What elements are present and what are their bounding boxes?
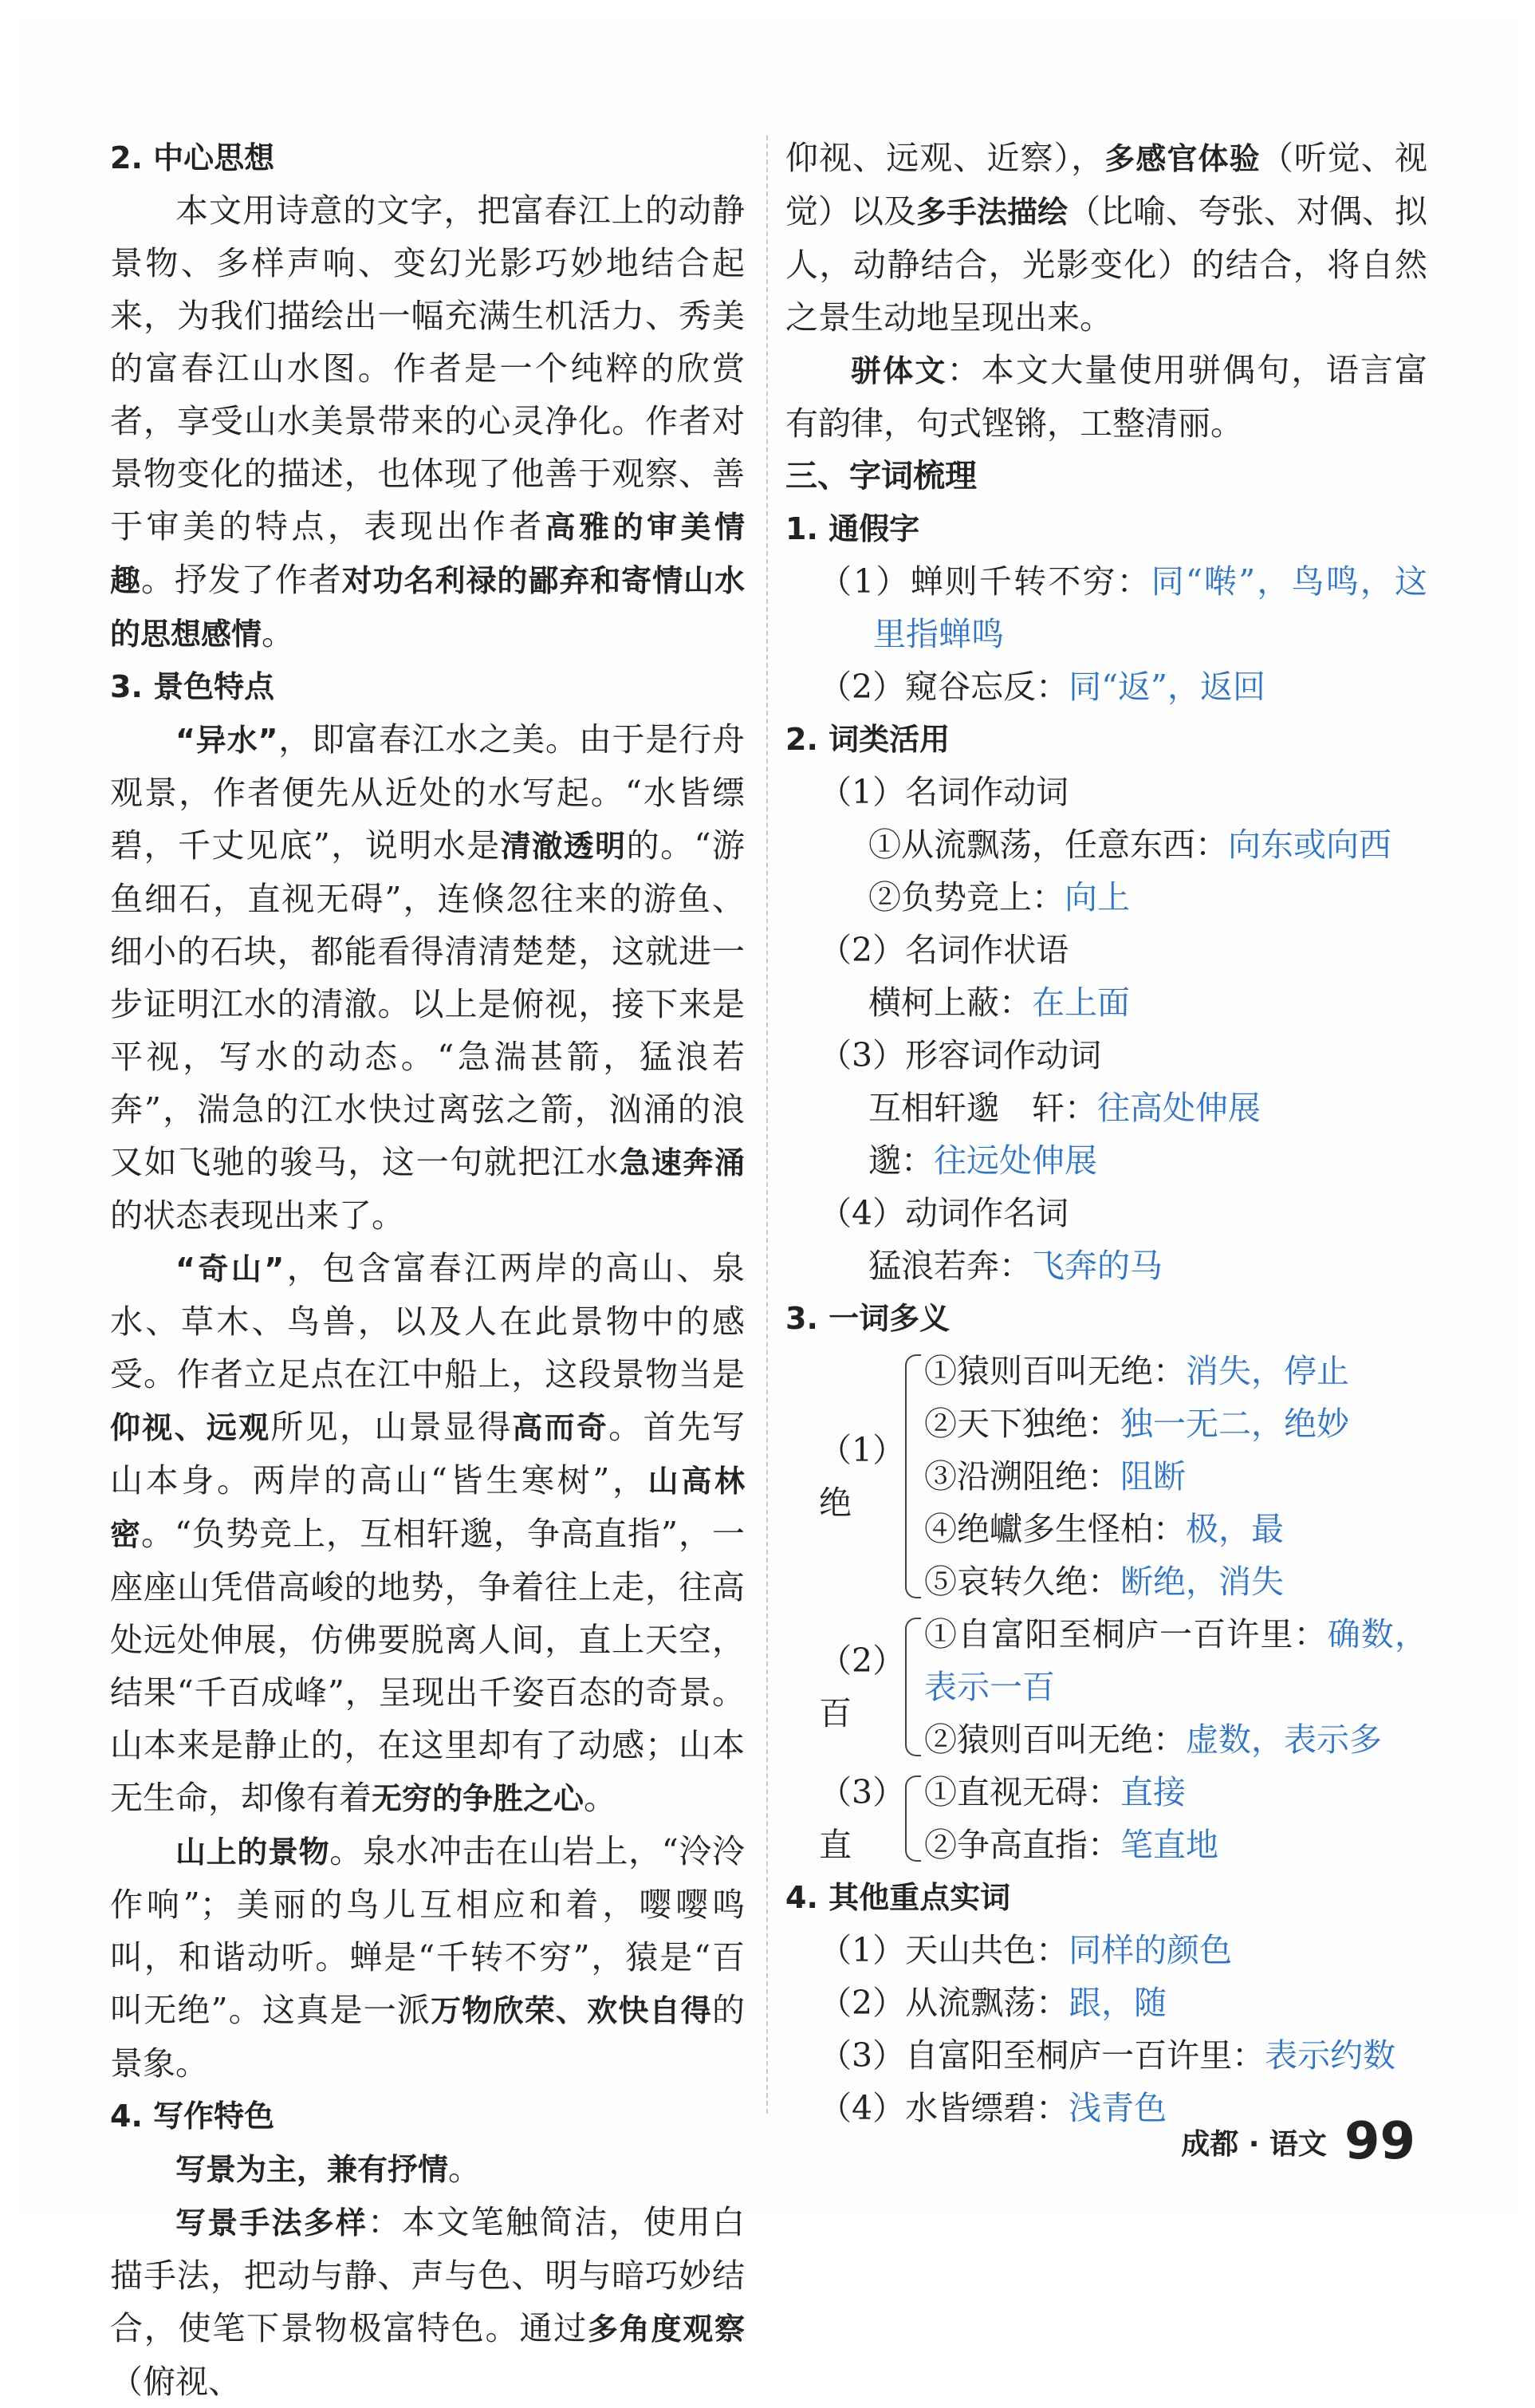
polysemy-group-zhi bbox=[785, 1766, 1427, 1871]
polysemy-group-jue bbox=[785, 1345, 1427, 1608]
paragraph-mountain-scenery: 山上的景物。泉水冲击在山岩上，“泠泠作响”；美丽的鸟儿互相应和着，嘤嘤鸣叫，和谐动听。蝉是“千转不穷”，猿是“百叫无绝”。这真是一派万物欣荣、欢快自得的景象。 bbox=[110, 1832, 745, 2083]
list-item: （2）窥谷忘反：同“返”，返回 bbox=[819, 668, 1266, 706]
list-item: （1）天山共色：同样的颜色 bbox=[819, 1931, 1233, 1969]
brace-icon bbox=[905, 1354, 921, 1598]
list-item: ②争高直指：笔直地 bbox=[924, 1826, 1218, 1864]
list-item: 互相轩邈 轩：往高处伸展 bbox=[868, 1089, 1261, 1127]
list-item: ④绝巘多生怪柏：极，最 bbox=[924, 1510, 1284, 1548]
paragraph-strange-mountain: “奇山”，包含富春江两岸的高山、泉水、草木、鸟兽，以及人在此景物中的感受。作者立足点在江中船上，这段景物当是仰视、远观所见，山景显得高而奇。首先写山本身。两岸的高山“皆生寒树”，山高林密。“负势竞上，互相轩邈，争高直指”，一座座山凭借高峻的地势，争着往上走，往高处远处伸展，仿佛要脱离人间，直上天空，结果“千百成峰”，呈现出千姿百态的奇景。山本来是静止的，在这里却有了动感；山本无生命，却像有着无穷的争胜之心。 bbox=[110, 1249, 746, 1817]
list-subheading: （2）名词作状语 bbox=[819, 931, 1069, 969]
list-subheading: （4）动词作名词 bbox=[819, 1194, 1069, 1232]
list-item: ②负势竞上：向上 bbox=[868, 878, 1130, 916]
page-footer bbox=[1181, 2112, 1415, 2171]
list-item: ③沿溯阻绝：阻断 bbox=[924, 1457, 1186, 1496]
list-subheading: （1）名词作动词 bbox=[819, 773, 1069, 811]
polysemy-items bbox=[924, 1345, 1427, 1608]
polysemy-label: （3）直 bbox=[819, 1773, 889, 1864]
list-item: （1）蝉则千转不穷：同“啭”，鸟鸣，这里指蝉鸣 bbox=[819, 562, 1427, 653]
polysemy-label: （1）绝 bbox=[819, 1431, 889, 1522]
subheading-word-class-usage: 2. 词类活用 bbox=[785, 722, 951, 757]
list-item: （3）自富阳至桐庐一百许里：表示约数 bbox=[819, 2036, 1396, 2075]
paragraph-feature-1: 写景为主，兼有抒情。 bbox=[175, 2150, 482, 2188]
list-item: 横柯上蔽：在上面 bbox=[868, 983, 1130, 1022]
list-item: （2）从流飘荡：跟，随 bbox=[819, 1984, 1167, 2022]
polysemy-label: （2）百 bbox=[819, 1641, 889, 1732]
polysemy-items bbox=[924, 1608, 1427, 1766]
section-heading-scenery: 3. 景色特点 bbox=[110, 669, 275, 704]
list-item: ①自富阳至桐庐一百许里：确数，表示一百 bbox=[924, 1615, 1428, 1706]
list-item: （4）水皆缥碧：浅青色 bbox=[819, 2089, 1167, 2127]
subheading-polysemy: 3. 一词多义 bbox=[785, 1301, 951, 1336]
paragraph-parallel-prose: 骈体文：本文大量使用骈偶句，语言富有韵律，句式铿锵，工整清丽。 bbox=[785, 351, 1427, 443]
list-item: ①直视无碍：直接 bbox=[924, 1773, 1186, 1811]
list-item: ①从流飘荡，任意东西：向东或向西 bbox=[868, 826, 1391, 864]
section-heading-writing-features: 4. 写作特色 bbox=[110, 2099, 275, 2134]
list-item: ①猿则百叫无绝：消失，停止 bbox=[924, 1352, 1349, 1390]
subheading-key-words: 4. 其他重点实词 bbox=[785, 1880, 1011, 1915]
left-column bbox=[110, 132, 745, 2408]
paragraph-strange-water: “异水”，即富春江水之美。由于是行舟观景，作者便先从近处的水写起。“水皆缥碧，千丈见底”，说明水是清澈透明的。“游鱼细石，直视无碍”，连倏忽往来的游鱼、细小的石块，都能看得清清楚楚，这就进一步证明江水的清澈。以上是俯视，接下来是平视，写水的动态。“急湍甚箭，猛浪若奔”，湍急的江水快过离弦之箭，汹涌的浪又如飞驰的骏马，这一句就把江水急速奔涌的状态表现出来了。 bbox=[110, 720, 746, 1235]
brace-icon bbox=[905, 1618, 921, 1756]
section-heading-main-idea: 2. 中心思想 bbox=[110, 140, 275, 175]
subheading-interchangeable-chars: 1. 通假字 bbox=[785, 511, 920, 546]
right-column bbox=[785, 132, 1427, 2134]
list-item: 邈：往远处伸展 bbox=[868, 1141, 1097, 1180]
footer-edition-label: 成都 · 语文 bbox=[1181, 2127, 1327, 2161]
polysemy-group-bai bbox=[785, 1608, 1427, 1766]
paragraph-feature-continued: 仰视、远观、近察），多感官体验（听觉、视觉）以及多手法描绘（比喻、夸张、对偶、拟人，动静结合，光影变化）的结合，将自然之景生动地呈现出来。 bbox=[785, 139, 1428, 337]
list-subheading: （3）形容词作动词 bbox=[819, 1036, 1102, 1074]
paragraph-feature-2: 写景手法多样：本文笔触简洁，使用白描手法，把动与静、声与色、明与暗巧妙结合，使笔下景物极富特色。通过多角度观察（俯视、 bbox=[110, 2203, 745, 2401]
polysemy-items bbox=[924, 1766, 1427, 1871]
list-item: ②猿则百叫无绝：虚数，表示多 bbox=[924, 1720, 1382, 1759]
list-item: 猛浪若奔：飞奔的马 bbox=[868, 1247, 1163, 1285]
list-item: ⑤哀转久绝：断绝，消失 bbox=[924, 1563, 1284, 1601]
page-number: 99 bbox=[1344, 2112, 1415, 2171]
brace-icon bbox=[905, 1775, 921, 1862]
list-item: ②天下独绝：独一无二，绝妙 bbox=[924, 1405, 1349, 1443]
section-heading-vocabulary: 三、字词梳理 bbox=[785, 458, 977, 495]
column-divider bbox=[766, 136, 768, 2114]
paragraph-main-idea: 本文用诗意的文字，把富春江上的动静景物、多样声响、变幻光影巧妙地结合起来，为我们描绘出一幅充满生机活力、秀美的富春江山水图。作者是一个纯粹的欣赏者，享受山水美景带来的心灵净化。作者对景物变化的描述，也体现了他善于观察、善于审美的特点，表现出作者高雅的审美情趣。抒发了作者对功名利禄的鄙弃和寄情山水的思想感情。 bbox=[110, 191, 745, 652]
